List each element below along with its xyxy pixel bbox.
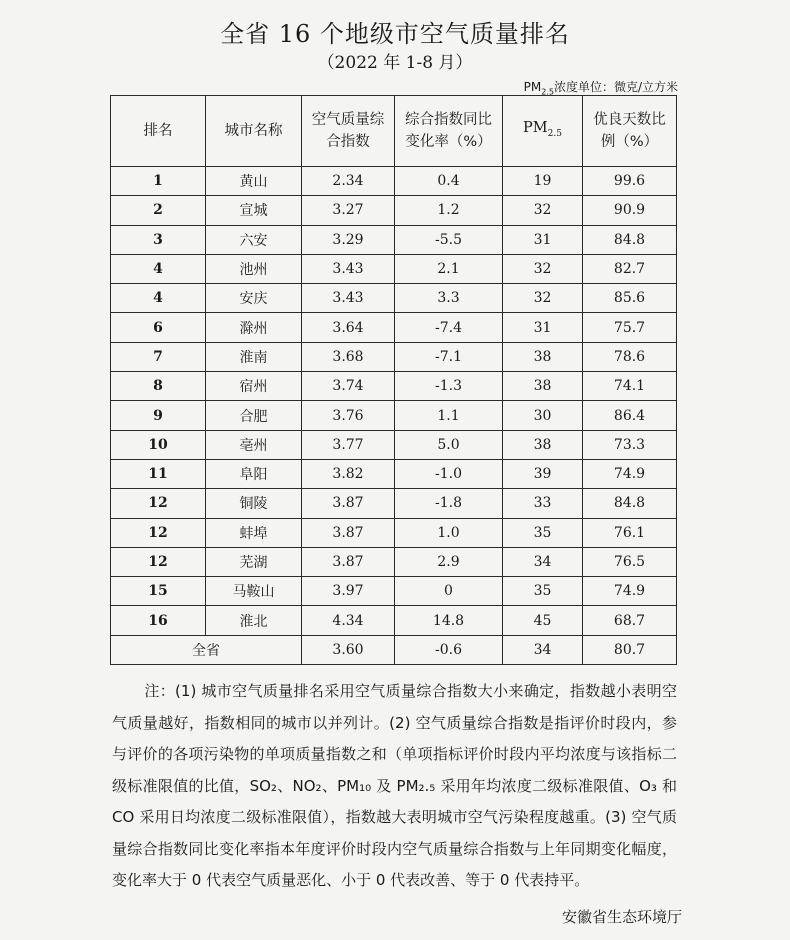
cell-change: -5.5 [395, 225, 503, 254]
cell-index: 3.68 [302, 342, 395, 371]
cell-index: 3.64 [302, 313, 395, 342]
cell-index: 3.43 [302, 254, 395, 283]
unit-sub: 2.5 [541, 87, 554, 97]
cell-city: 淮南 [206, 342, 302, 371]
cell-rank: 16 [111, 606, 206, 635]
cell-pm25: 35 [503, 518, 583, 547]
table-header-row [111, 96, 677, 167]
table-row [111, 577, 677, 606]
cell-city: 宿州 [206, 372, 302, 401]
cell-index: 3.87 [302, 547, 395, 576]
cell-index: 3.82 [302, 459, 395, 488]
header-index [302, 96, 395, 167]
table-row [111, 313, 677, 342]
cell-good: 68.7 [583, 606, 677, 635]
table-row [111, 606, 677, 635]
cell-change: 1.2 [395, 196, 503, 225]
table-row [111, 459, 677, 488]
cell-rank: 6 [111, 313, 206, 342]
cell-good: 74.9 [583, 459, 677, 488]
table-row [111, 430, 677, 459]
cell-index: 3.87 [302, 489, 395, 518]
cell-pm25: 32 [503, 196, 583, 225]
cell-good: 76.5 [583, 547, 677, 576]
cell-change: 5.0 [395, 430, 503, 459]
unit-note [524, 78, 678, 96]
document-subtitle: （2022 年 1-8 月） [317, 53, 473, 73]
cell-good: 86.4 [583, 401, 677, 430]
cell-good: 84.8 [583, 225, 677, 254]
cell-rank: 10 [111, 430, 206, 459]
cell-rank: 4 [111, 284, 206, 313]
cell-total-index: 3.60 [302, 635, 395, 664]
cell-rank: 3 [111, 225, 206, 254]
cell-index: 3.29 [302, 225, 395, 254]
header-good-days-text: 优良天数比例（%） [593, 112, 666, 150]
cell-change: -1.3 [395, 372, 503, 401]
cell-city: 合肥 [206, 401, 302, 430]
table-row [111, 518, 677, 547]
table-total-row [111, 635, 677, 664]
cell-index: 3.76 [302, 401, 395, 430]
cell-index: 4.34 [302, 606, 395, 635]
footnote-text: 注：(1) 城市空气质量排名采用空气质量综合指数大小来确定，指数越小表明空气质量越好，指数相同的城市以并列计。(2) 空气质量综合指数是指评价时段内，参与评价的各项污染物的单项质量指数之和（单项指标评价时段内平均浓度与该指标二级标准限值的比值，SO₂、NO₂、PM₁₀ 及 PM₂.₅ 采用年均浓度二级标准限值、O₃ 和 CO 采用日均浓度二级标准限值），指数越大表明城市空气污染程度越重。(3) 空气质量综合指数同比变化率指本年度评价时段内空气质量综合指数与上年同期变化幅度，变化率大于 0 代表空气质量恶化、小于 0 代表改善、等于 0 代表持平。 [112, 682, 677, 889]
cell-pm25: 45 [503, 606, 583, 635]
cell-pm25: 38 [503, 372, 583, 401]
table-row [111, 342, 677, 371]
header-change-text: 综合指数同比变化率（%） [405, 112, 492, 150]
header-pm25-prefix: PM [523, 120, 548, 137]
cell-change: 1.1 [395, 401, 503, 430]
cell-city: 安庆 [206, 284, 302, 313]
header-city: 城市名称 [206, 96, 302, 167]
header-rank: 排名 [111, 96, 206, 167]
cell-rank: 7 [111, 342, 206, 371]
cell-rank: 12 [111, 518, 206, 547]
cell-total-label: 全省 [111, 635, 302, 664]
cell-total-pm25: 34 [503, 635, 583, 664]
cell-good: 74.1 [583, 372, 677, 401]
cell-change: -1.0 [395, 459, 503, 488]
cell-pm25: 38 [503, 430, 583, 459]
cell-city: 池州 [206, 254, 302, 283]
cell-pm25: 38 [503, 342, 583, 371]
document-title: 全省 16 个地级市空气质量排名 [220, 20, 570, 48]
header-pm25 [503, 96, 583, 167]
cell-rank: 12 [111, 489, 206, 518]
cell-good: 90.9 [583, 196, 677, 225]
header-index-text: 空气质量综合指数 [311, 112, 385, 150]
cell-index: 3.74 [302, 372, 395, 401]
header-pm25-sub: 2.5 [547, 128, 562, 139]
table-row [111, 254, 677, 283]
cell-good: 84.8 [583, 489, 677, 518]
cell-change: 14.8 [395, 606, 503, 635]
cell-change: -7.4 [395, 313, 503, 342]
cell-rank: 12 [111, 547, 206, 576]
cell-city: 芜湖 [206, 547, 302, 576]
header-change [395, 96, 503, 167]
cell-city: 宣城 [206, 196, 302, 225]
cell-rank: 15 [111, 577, 206, 606]
cell-good: 85.6 [583, 284, 677, 313]
cell-change: 2.9 [395, 547, 503, 576]
cell-change: -7.1 [395, 342, 503, 371]
cell-good: 75.7 [583, 313, 677, 342]
unit-prefix: PM [523, 80, 542, 94]
cell-city: 阜阳 [206, 459, 302, 488]
cell-rank: 2 [111, 196, 206, 225]
cell-city: 滁州 [206, 313, 302, 342]
unit-suffix: 浓度单位：微克/立方米 [553, 80, 678, 94]
cell-pm25: 32 [503, 254, 583, 283]
table-row [111, 489, 677, 518]
table-row [111, 401, 677, 430]
cell-good: 74.9 [583, 577, 677, 606]
cell-city: 淮北 [206, 606, 302, 635]
cell-good: 78.6 [583, 342, 677, 371]
table-row [111, 372, 677, 401]
cell-rank: 4 [111, 254, 206, 283]
cell-change: 0.4 [395, 167, 503, 196]
cell-index: 3.77 [302, 430, 395, 459]
cell-good: 76.1 [583, 518, 677, 547]
cell-pm25: 19 [503, 167, 583, 196]
cell-change: 0 [395, 577, 503, 606]
table-body [111, 167, 677, 665]
cell-rank: 1 [111, 167, 206, 196]
cell-pm25: 31 [503, 225, 583, 254]
cell-index: 3.87 [302, 518, 395, 547]
cell-pm25: 35 [503, 577, 583, 606]
cell-pm25: 32 [503, 284, 583, 313]
cell-city: 亳州 [206, 430, 302, 459]
table-row [111, 225, 677, 254]
cell-pm25: 34 [503, 547, 583, 576]
cell-pm25: 31 [503, 313, 583, 342]
cell-pm25: 30 [503, 401, 583, 430]
footnote [112, 676, 677, 897]
cell-rank: 8 [111, 372, 206, 401]
cell-change: 3.3 [395, 284, 503, 313]
cell-city: 蚌埠 [206, 518, 302, 547]
cell-change: 1.0 [395, 518, 503, 547]
header-good-days [583, 96, 677, 167]
cell-rank: 9 [111, 401, 206, 430]
cell-city: 六安 [206, 225, 302, 254]
ranking-table [110, 95, 677, 665]
cell-rank: 11 [111, 459, 206, 488]
table-row [111, 196, 677, 225]
cell-good: 73.3 [583, 430, 677, 459]
table-row [111, 284, 677, 313]
cell-index: 2.34 [302, 167, 395, 196]
table-row [111, 547, 677, 576]
cell-pm25: 33 [503, 489, 583, 518]
cell-city: 铜陵 [206, 489, 302, 518]
cell-index: 3.43 [302, 284, 395, 313]
cell-city: 黄山 [206, 167, 302, 196]
cell-index: 3.27 [302, 196, 395, 225]
cell-total-good: 80.7 [583, 635, 677, 664]
cell-city: 马鞍山 [206, 577, 302, 606]
cell-total-change: -0.6 [395, 635, 503, 664]
issuer-name: 安徽省生态环境厅 [561, 908, 682, 926]
cell-good: 99.6 [583, 167, 677, 196]
cell-index: 3.97 [302, 577, 395, 606]
cell-change: -1.8 [395, 489, 503, 518]
cell-pm25: 39 [503, 459, 583, 488]
cell-change: 2.1 [395, 254, 503, 283]
cell-good: 82.7 [583, 254, 677, 283]
table-row [111, 167, 677, 196]
